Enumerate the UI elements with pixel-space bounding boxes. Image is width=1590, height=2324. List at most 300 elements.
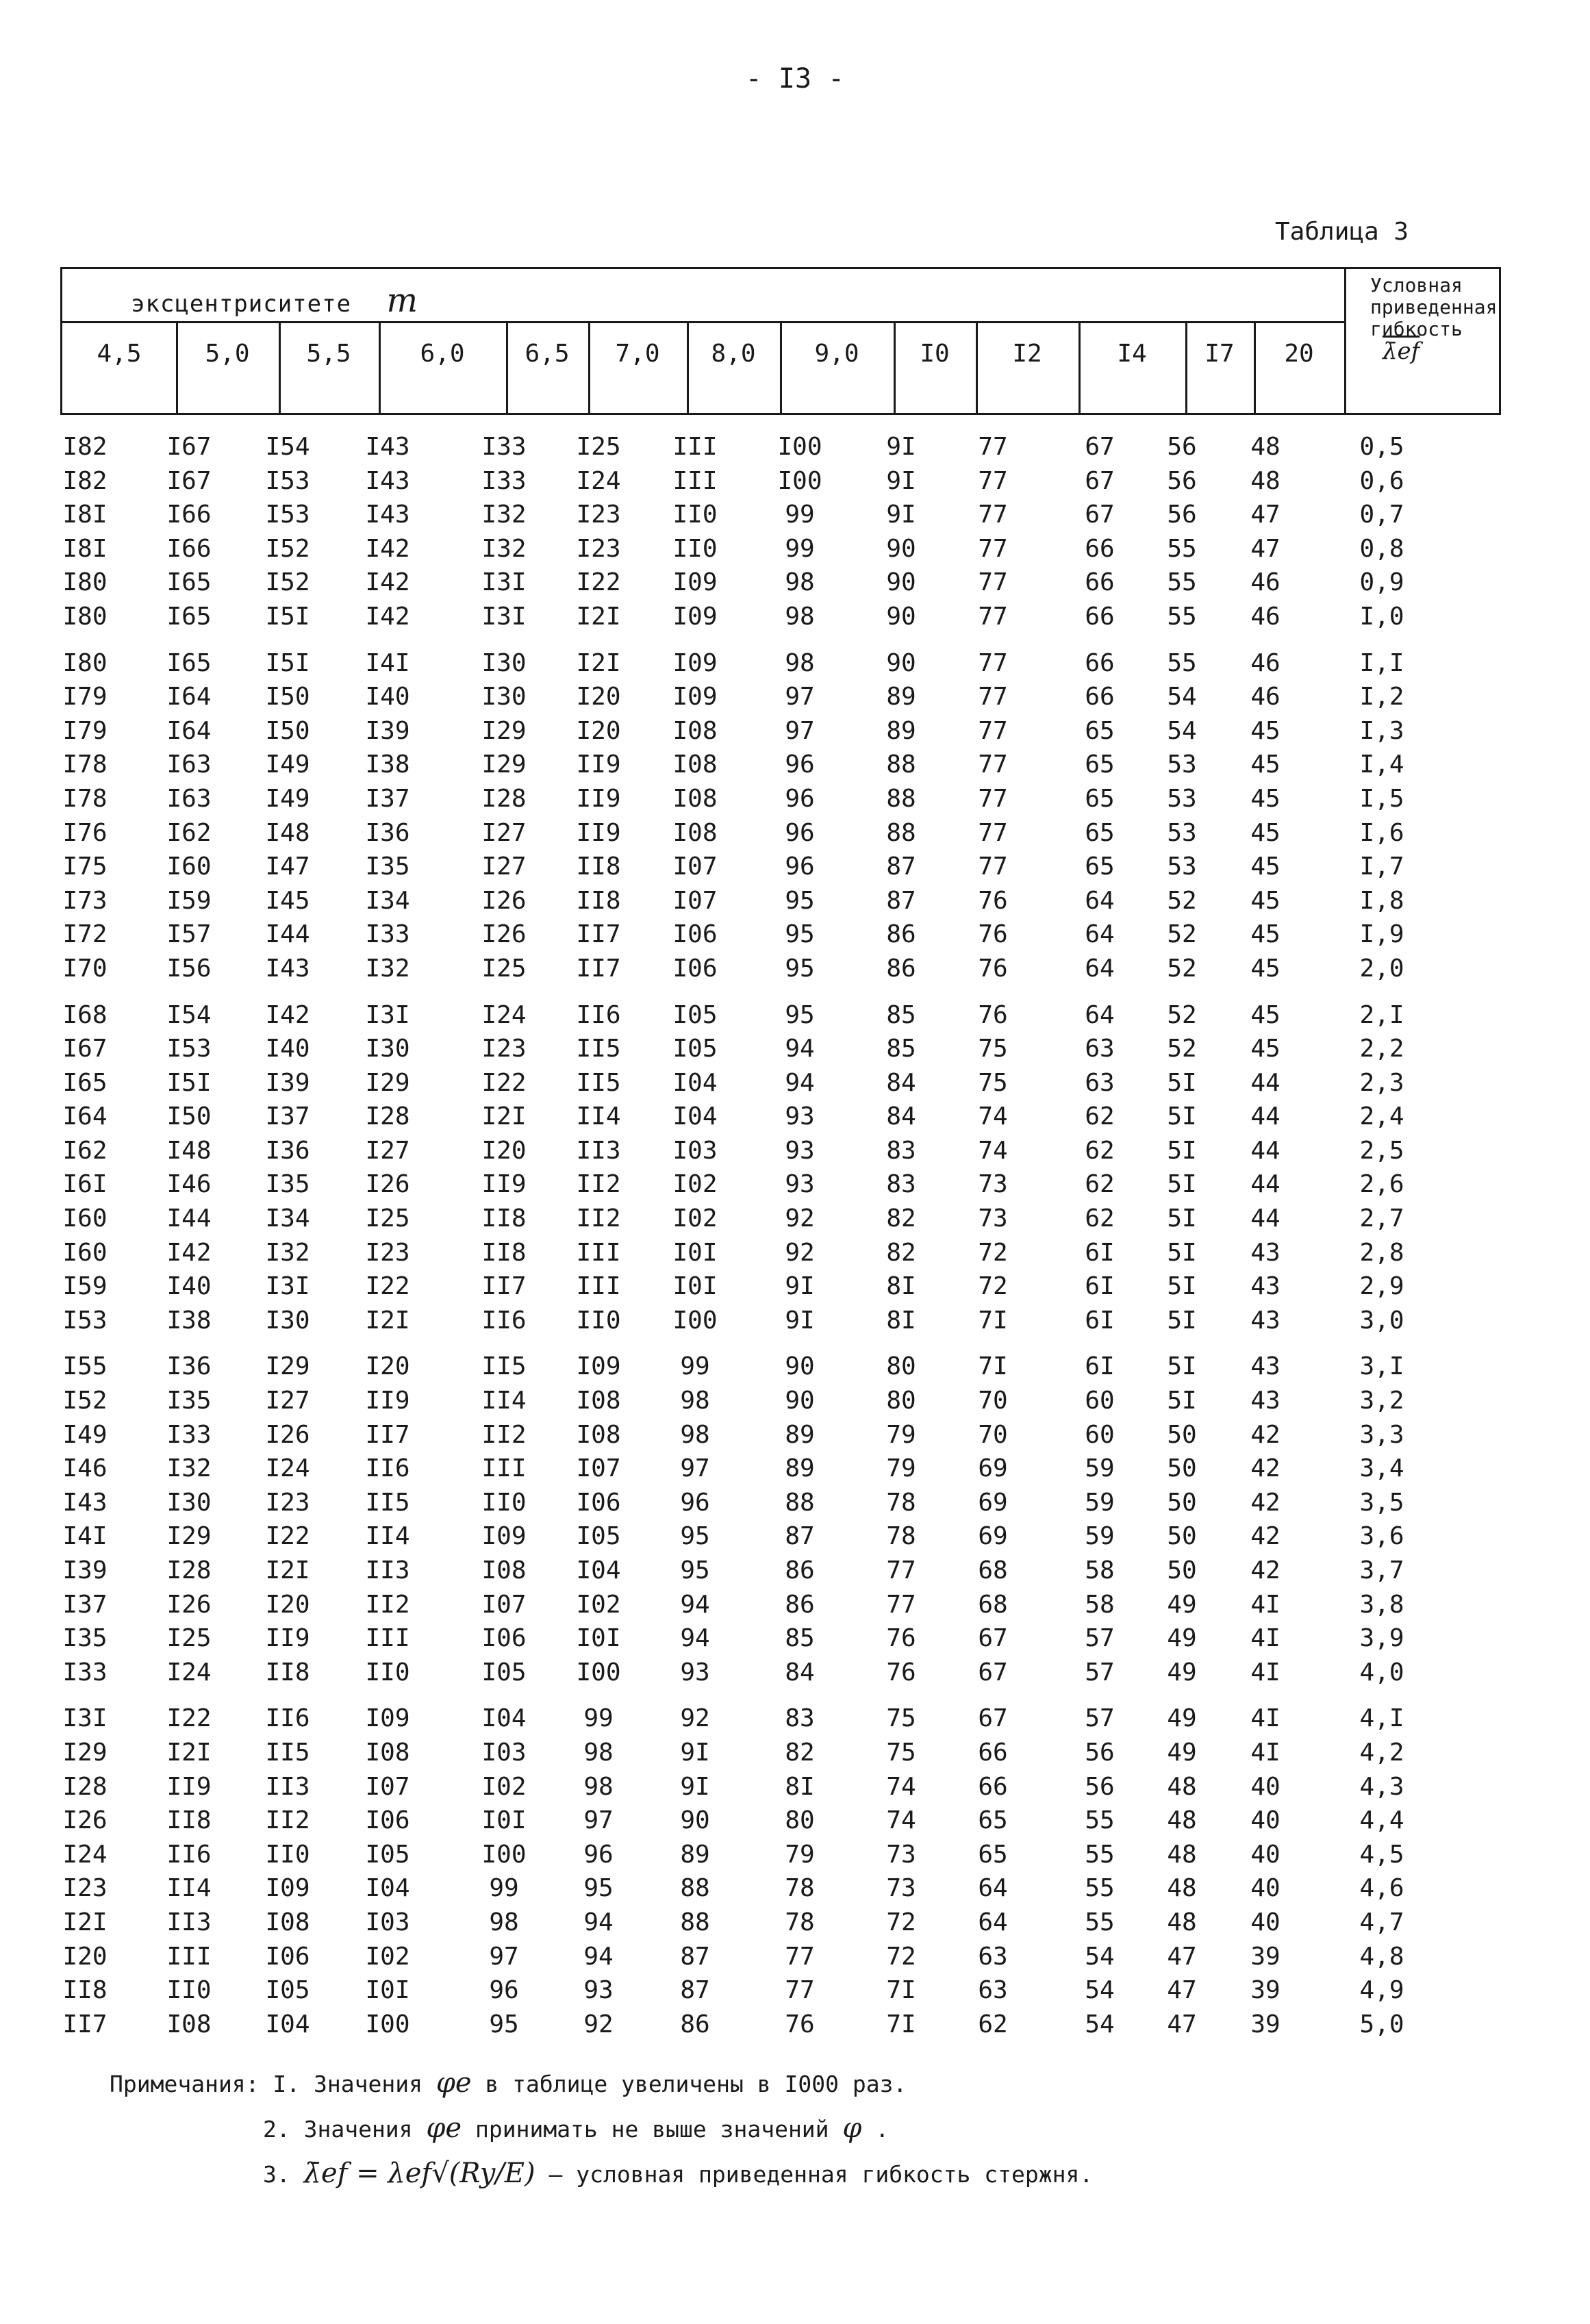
coefficient-cell: 84 xyxy=(886,1102,916,1131)
coefficient-cell: I42 xyxy=(365,568,410,597)
column-divider xyxy=(588,321,590,413)
coefficient-cell: II4 xyxy=(576,1102,621,1131)
coefficient-cell: 49 xyxy=(1167,1704,1197,1733)
column-header: 5,5 xyxy=(306,340,351,368)
coefficient-cell: I39 xyxy=(265,1068,310,1097)
coefficient-cell: I44 xyxy=(265,920,310,949)
coefficient-cell: 88 xyxy=(886,750,916,779)
coefficient-cell: 45 xyxy=(1250,818,1280,847)
coefficient-cell: 94 xyxy=(785,1035,815,1063)
coefficient-cell: II2 xyxy=(265,1806,310,1835)
table-row xyxy=(0,884,1590,918)
coefficient-cell: 86 xyxy=(785,1590,815,1619)
coefficient-cell: 54 xyxy=(1085,1976,1115,2005)
coefficient-cell: 89 xyxy=(886,716,916,745)
coefficient-cell: II4 xyxy=(481,1387,527,1415)
coefficient-cell: 90 xyxy=(886,648,916,677)
coefficient-cell: 47 xyxy=(1167,1942,1197,1971)
coefficient-cell: 48 xyxy=(1167,1874,1197,1903)
table-row xyxy=(0,1838,1590,1872)
coefficient-cell: I43 xyxy=(365,501,410,529)
coefficient-cell: 47 xyxy=(1250,534,1280,563)
coefficient-cell: 9I xyxy=(680,1738,710,1767)
coefficient-cell: I65 xyxy=(166,648,212,677)
coefficient-cell: 40 xyxy=(1250,1806,1280,1835)
coefficient-cell: 94 xyxy=(785,1068,815,1097)
coefficient-cell: 62 xyxy=(978,2010,1008,2038)
coefficient-cell: 49 xyxy=(1167,1658,1197,1687)
table-row xyxy=(0,1519,1590,1554)
coefficient-cell: 9I xyxy=(785,1306,815,1335)
coefficient-cell: 80 xyxy=(886,1387,916,1415)
coefficient-cell: I32 xyxy=(481,501,527,529)
coefficient-cell: 5I xyxy=(1167,1068,1197,1097)
coefficient-cell: 77 xyxy=(978,750,1008,779)
coefficient-cell: 45 xyxy=(1250,1035,1280,1063)
slenderness-cell: 2,0 xyxy=(1359,954,1404,983)
coefficient-cell: I06 xyxy=(481,1624,527,1653)
column-divider xyxy=(506,321,508,413)
coefficient-cell: 75 xyxy=(886,1704,916,1733)
coefficient-cell: 86 xyxy=(886,920,916,949)
coefficient-cell: II9 xyxy=(265,1624,310,1653)
coefficient-cell: II0 xyxy=(481,1488,527,1517)
slenderness-cell: 3,0 xyxy=(1359,1306,1404,1335)
coefficient-cell: I42 xyxy=(166,1238,212,1267)
coefficient-cell: 48 xyxy=(1250,433,1280,461)
coefficient-cell: II8 xyxy=(576,852,621,881)
coefficient-cell: II7 xyxy=(481,1272,527,1301)
coefficient-cell: 95 xyxy=(785,886,815,915)
row-group xyxy=(0,1702,1590,2041)
coefficient-cell: 57 xyxy=(1085,1658,1115,1687)
coefficient-cell: II9 xyxy=(576,818,621,847)
coefficient-cell: II9 xyxy=(365,1387,410,1415)
coefficient-cell: 44 xyxy=(1250,1136,1280,1165)
coefficient-cell: 98 xyxy=(583,1738,614,1767)
coefficient-cell: 8I xyxy=(785,1772,815,1801)
table-row xyxy=(0,1906,1590,1940)
coefficient-cell: 88 xyxy=(785,1488,815,1517)
column-header: 4,5 xyxy=(97,340,142,368)
coefficient-cell: 52 xyxy=(1167,1035,1197,1063)
coefficient-cell: I60 xyxy=(62,1204,108,1233)
coefficient-cell: 76 xyxy=(978,886,1008,915)
coefficient-cell: 5I xyxy=(1167,1238,1197,1267)
coefficient-cell: 6I xyxy=(1085,1352,1115,1381)
coefficient-cell: 50 xyxy=(1167,1522,1197,1551)
coefficient-cell: I26 xyxy=(265,1420,310,1449)
coefficient-cell: I00 xyxy=(672,1306,718,1335)
table-row xyxy=(0,998,1590,1033)
coefficient-cell: I64 xyxy=(62,1102,108,1131)
coefficient-cell: I28 xyxy=(166,1556,212,1584)
coefficient-cell: 98 xyxy=(583,1772,614,1801)
coefficient-cell: 63 xyxy=(978,1976,1008,2005)
coefficient-cell: I54 xyxy=(166,1000,212,1029)
row-group xyxy=(0,1350,1590,1689)
coefficient-cell: 84 xyxy=(785,1658,815,1687)
coefficient-cell: 59 xyxy=(1085,1522,1115,1551)
slenderness-cell: I,3 xyxy=(1359,716,1404,745)
coefficient-cell: II8 xyxy=(265,1658,310,1687)
coefficient-cell: 9I xyxy=(886,466,916,495)
coefficient-cell: I78 xyxy=(62,750,108,779)
coefficient-cell: I63 xyxy=(166,750,212,779)
coefficient-cell: II3 xyxy=(265,1772,310,1801)
coefficient-cell: I72 xyxy=(62,920,108,949)
coefficient-cell: I66 xyxy=(166,501,212,529)
coefficient-cell: I2I xyxy=(62,1908,108,1936)
eccentricity-text: эксцентриситете xyxy=(131,290,352,318)
table-row xyxy=(0,1384,1590,1418)
column-header: 20 xyxy=(1284,340,1314,368)
coefficient-cell: 83 xyxy=(785,1704,815,1733)
coefficient-cell: 63 xyxy=(1085,1068,1115,1097)
coefficient-cell: 92 xyxy=(583,2010,614,2038)
coefficient-cell: 72 xyxy=(978,1272,1008,1301)
coefficient-cell: I08 xyxy=(672,818,718,847)
phi-e-symbol: φe xyxy=(436,2067,472,2099)
coefficient-cell: I20 xyxy=(481,1136,527,1165)
coefficient-cell: I22 xyxy=(481,1068,527,1097)
slenderness-cell: 4,4 xyxy=(1359,1806,1404,1835)
coefficient-cell: 76 xyxy=(886,1624,916,1653)
coefficient-cell: I49 xyxy=(265,750,310,779)
column-header: 6,5 xyxy=(525,340,570,368)
slenderness-cell: 4,3 xyxy=(1359,1772,1404,1801)
coefficient-cell: 6I xyxy=(1085,1306,1115,1335)
coefficient-cell: 57 xyxy=(1085,1624,1115,1653)
coefficient-cell: I79 xyxy=(62,683,108,711)
coefficient-cell: 97 xyxy=(785,716,815,745)
table-row xyxy=(0,430,1590,464)
coefficient-cell: 92 xyxy=(785,1204,815,1233)
coefficient-cell: I08 xyxy=(365,1738,410,1767)
coefficient-cell: I35 xyxy=(365,852,410,881)
coefficient-cell: II5 xyxy=(576,1068,621,1097)
coefficient-cell: I79 xyxy=(62,716,108,745)
coefficient-cell: I66 xyxy=(166,534,212,563)
coefficient-cell: I30 xyxy=(481,683,527,711)
coefficient-cell: I29 xyxy=(265,1352,310,1381)
table-row xyxy=(0,1032,1590,1066)
coefficient-cell: 50 xyxy=(1167,1454,1197,1483)
coefficient-cell: I23 xyxy=(265,1488,310,1517)
coefficient-cell: 54 xyxy=(1085,2010,1115,2038)
column-divider xyxy=(780,321,782,413)
coefficient-cell: 70 xyxy=(978,1420,1008,1449)
coefficient-cell: 52 xyxy=(1167,886,1197,915)
coefficient-cell: I48 xyxy=(265,818,310,847)
coefficient-cell: 88 xyxy=(886,784,916,813)
coefficient-cell: I59 xyxy=(62,1272,108,1301)
coefficient-cell: I07 xyxy=(365,1772,410,1801)
coefficient-cell: I02 xyxy=(672,1204,718,1233)
table-row xyxy=(0,1770,1590,1804)
coefficient-cell: I8I xyxy=(62,534,108,563)
table-row xyxy=(0,1066,1590,1100)
coefficient-cell: I25 xyxy=(166,1624,212,1653)
coefficient-cell: II8 xyxy=(481,1204,527,1233)
coefficient-cell: I40 xyxy=(166,1272,212,1301)
slenderness-cell: I,5 xyxy=(1359,784,1404,813)
coefficient-cell: I27 xyxy=(481,818,527,847)
coefficient-cell: 55 xyxy=(1085,1806,1115,1835)
coefficient-cell: I02 xyxy=(365,1942,410,1971)
coefficient-cell: I68 xyxy=(62,1000,108,1029)
coefficient-cell: II7 xyxy=(365,1420,410,1449)
slenderness-cell: I,4 xyxy=(1359,750,1404,779)
coefficient-cell: I38 xyxy=(365,750,410,779)
coefficient-cell: I08 xyxy=(576,1420,621,1449)
coefficient-cell: 72 xyxy=(886,1942,916,1971)
coefficient-cell: I82 xyxy=(62,466,108,495)
coefficient-cell: II3 xyxy=(576,1136,621,1165)
table-row xyxy=(0,1656,1590,1690)
coefficient-cell: I67 xyxy=(166,433,212,461)
coefficient-cell: I3I xyxy=(481,568,527,597)
coefficient-cell: 96 xyxy=(489,1976,519,2005)
coefficient-cell: 66 xyxy=(1085,534,1115,563)
coefficient-cell: 45 xyxy=(1250,750,1280,779)
coefficient-cell: I33 xyxy=(365,920,410,949)
coefficient-cell: 88 xyxy=(886,818,916,847)
coefficient-cell: I2I xyxy=(265,1556,310,1584)
coefficient-cell: I03 xyxy=(672,1136,718,1165)
slenderness-cell: 4,5 xyxy=(1359,1840,1404,1869)
coefficient-cell: I26 xyxy=(62,1806,108,1835)
coefficient-cell: 65 xyxy=(1085,750,1115,779)
coefficient-cell: 96 xyxy=(785,750,815,779)
slenderness-cell: 3,8 xyxy=(1359,1590,1404,1619)
coefficient-cell: I3I xyxy=(265,1272,310,1301)
coefficient-cell: I28 xyxy=(365,1102,410,1131)
coefficient-cell: 50 xyxy=(1167,1420,1197,1449)
coefficient-cell: I07 xyxy=(576,1454,621,1483)
coefficient-cell: 75 xyxy=(978,1035,1008,1063)
coefficient-cell: I30 xyxy=(265,1306,310,1335)
coefficient-cell: I67 xyxy=(62,1035,108,1063)
coefficient-cell: I25 xyxy=(481,954,527,983)
table-row xyxy=(0,1134,1590,1168)
coefficient-cell: 52 xyxy=(1167,920,1197,949)
coefficient-cell: I52 xyxy=(62,1387,108,1415)
coefficient-cell: 56 xyxy=(1085,1772,1115,1801)
coefficient-cell: I39 xyxy=(62,1556,108,1584)
coefficient-cell: 9I xyxy=(680,1772,710,1801)
coefficient-cell: 74 xyxy=(886,1772,916,1801)
coefficient-cell: I04 xyxy=(365,1874,410,1903)
coefficient-cell: 98 xyxy=(680,1387,710,1415)
table-row xyxy=(0,748,1590,782)
coefficient-cell: 48 xyxy=(1167,1772,1197,1801)
table-row xyxy=(0,1350,1590,1384)
slenderness-cell: 4,9 xyxy=(1359,1976,1404,2005)
coefficient-cell: III xyxy=(672,466,718,495)
column-divider xyxy=(1185,321,1187,413)
coefficient-cell: II9 xyxy=(481,1170,527,1199)
coefficient-cell: 76 xyxy=(978,1000,1008,1029)
coefficient-cell: 5I xyxy=(1167,1387,1197,1415)
coefficient-cell: 46 xyxy=(1250,648,1280,677)
coefficient-cell: 55 xyxy=(1167,602,1197,631)
coefficient-cell: I49 xyxy=(62,1420,108,1449)
coefficient-cell: II6 xyxy=(365,1454,410,1483)
coefficient-cell: I28 xyxy=(481,784,527,813)
coefficient-cell: I33 xyxy=(481,433,527,461)
coefficient-cell: I23 xyxy=(576,501,621,529)
coefficient-cell: 46 xyxy=(1250,568,1280,597)
coefficient-cell: I37 xyxy=(365,784,410,813)
coefficient-cell: I39 xyxy=(365,716,410,745)
coefficient-cell: 77 xyxy=(978,648,1008,677)
column-header: I7 xyxy=(1204,340,1235,368)
coefficient-cell: I25 xyxy=(365,1204,410,1233)
coefficient-cell: I06 xyxy=(365,1806,410,1835)
coefficient-cell: I06 xyxy=(265,1942,310,1971)
coefficient-cell: 93 xyxy=(680,1658,710,1687)
coefficient-cell: 95 xyxy=(583,1874,614,1903)
coefficient-cell: I23 xyxy=(481,1035,527,1063)
coefficient-cell: 85 xyxy=(785,1624,815,1653)
coefficient-cell: I27 xyxy=(265,1387,310,1415)
coefficient-cell: 49 xyxy=(1167,1590,1197,1619)
coefficient-cell: 93 xyxy=(583,1976,614,2005)
coefficient-cell: 98 xyxy=(680,1420,710,1449)
coefficient-cell: I5I xyxy=(166,1068,212,1097)
coefficient-cell: 53 xyxy=(1167,852,1197,881)
coefficient-cell: I35 xyxy=(62,1624,108,1653)
coefficient-cell: 43 xyxy=(1250,1387,1280,1415)
coefficient-cell: 45 xyxy=(1250,852,1280,881)
note-1 xyxy=(110,2061,1093,2106)
coefficient-cell: 49 xyxy=(1167,1624,1197,1653)
column-divider xyxy=(1078,321,1081,413)
coefficient-cell: II8 xyxy=(166,1806,212,1835)
coefficient-cell: 73 xyxy=(978,1170,1008,1199)
coefficient-cell: I09 xyxy=(672,648,718,677)
coefficient-cell: 5I xyxy=(1167,1352,1197,1381)
coefficient-cell: 5I xyxy=(1167,1204,1197,1233)
coefficient-cell: 95 xyxy=(489,2010,519,2038)
coefficient-cell: I40 xyxy=(365,683,410,711)
table-row xyxy=(0,782,1590,816)
coefficient-cell: 96 xyxy=(785,818,815,847)
column-divider xyxy=(176,321,178,413)
coefficient-cell: 96 xyxy=(785,784,815,813)
coefficient-cell: I45 xyxy=(265,886,310,915)
note-1-suffix: в таблице увеличены в I000 раз. xyxy=(485,2071,907,2097)
coefficient-cell: 9I xyxy=(785,1272,815,1301)
coefficient-cell: I35 xyxy=(265,1170,310,1199)
coefficient-cell: 4I xyxy=(1250,1738,1280,1767)
coefficient-cell: II3 xyxy=(365,1556,410,1584)
coefficient-cell: I2I xyxy=(576,648,621,677)
slenderness-cell: I,9 xyxy=(1359,920,1404,949)
column-header: I2 xyxy=(1012,340,1042,368)
coefficient-cell: 53 xyxy=(1167,750,1197,779)
coefficient-cell: 98 xyxy=(785,602,815,631)
column-header: 7,0 xyxy=(615,340,660,368)
slenderness-cell: 2,9 xyxy=(1359,1272,1404,1301)
coefficient-cell: I08 xyxy=(481,1556,527,1584)
coefficient-cell: 60 xyxy=(1085,1420,1115,1449)
coefficient-cell: 94 xyxy=(680,1590,710,1619)
coefficient-cell: I03 xyxy=(365,1908,410,1936)
coefficient-cell: 96 xyxy=(785,852,815,881)
coefficient-cell: I22 xyxy=(166,1704,212,1733)
coefficient-cell: I37 xyxy=(62,1590,108,1619)
coefficient-cell: I65 xyxy=(166,568,212,597)
row-group xyxy=(0,430,1590,634)
coefficient-cell: 39 xyxy=(1250,1976,1280,2005)
coefficient-cell: I29 xyxy=(365,1068,410,1097)
coefficient-cell: I27 xyxy=(365,1136,410,1165)
column-divider xyxy=(1254,321,1256,413)
table-row xyxy=(0,714,1590,748)
coefficient-cell: 63 xyxy=(1085,1035,1115,1063)
coefficient-cell: I64 xyxy=(166,683,212,711)
coefficient-cell: 74 xyxy=(978,1102,1008,1131)
coefficient-cell: I07 xyxy=(672,852,718,881)
table-row xyxy=(0,646,1590,681)
coefficient-cell: 77 xyxy=(978,716,1008,745)
coefficient-cell: I62 xyxy=(166,818,212,847)
slenderness-cell: 2,I xyxy=(1359,1000,1404,1029)
column-header: 6,0 xyxy=(420,340,465,368)
coefficient-cell: I06 xyxy=(672,954,718,983)
coefficient-cell: 82 xyxy=(785,1738,815,1767)
table-row xyxy=(0,498,1590,532)
coefficient-cell: 40 xyxy=(1250,1874,1280,1903)
header-divider xyxy=(62,321,1344,323)
coefficient-cell: I60 xyxy=(166,852,212,881)
table-row xyxy=(0,1940,1590,1974)
coefficient-cell: I26 xyxy=(365,1170,410,1199)
table-row xyxy=(0,816,1590,850)
coefficient-cell: I08 xyxy=(672,784,718,813)
coefficient-cell: I05 xyxy=(481,1658,527,1687)
coefficient-cell: 69 xyxy=(978,1488,1008,1517)
slenderness-cell: 2,3 xyxy=(1359,1068,1404,1097)
table-row xyxy=(0,1486,1590,1520)
coefficient-cell: I04 xyxy=(481,1704,527,1733)
coefficient-cell: I20 xyxy=(576,683,621,711)
coefficient-cell: I09 xyxy=(576,1352,621,1381)
slenderness-cell: 3,9 xyxy=(1359,1624,1404,1653)
slenderness-cell: 4,2 xyxy=(1359,1738,1404,1767)
slenderness-cell: 2,2 xyxy=(1359,1035,1404,1063)
coefficient-cell: II2 xyxy=(365,1590,410,1619)
coefficient-cell: II6 xyxy=(166,1840,212,1869)
table-row xyxy=(0,1270,1590,1304)
coefficient-cell: 77 xyxy=(978,501,1008,529)
slenderness-cell: 3,4 xyxy=(1359,1454,1404,1483)
coefficient-cell: I00 xyxy=(777,466,822,495)
coefficient-cell: 44 xyxy=(1250,1068,1280,1097)
coefficient-cell: 40 xyxy=(1250,1772,1280,1801)
coefficient-cell: I05 xyxy=(672,1035,718,1063)
coefficient-cell: 69 xyxy=(978,1522,1008,1551)
slenderness-cell: I,7 xyxy=(1359,852,1404,881)
column-divider xyxy=(279,321,281,413)
coefficient-cell: I46 xyxy=(166,1170,212,1199)
coefficient-cell: 42 xyxy=(1250,1454,1280,1483)
coefficient-cell: 60 xyxy=(1085,1387,1115,1415)
coefficient-cell: 97 xyxy=(680,1454,710,1483)
coefficient-cell: 92 xyxy=(785,1238,815,1267)
